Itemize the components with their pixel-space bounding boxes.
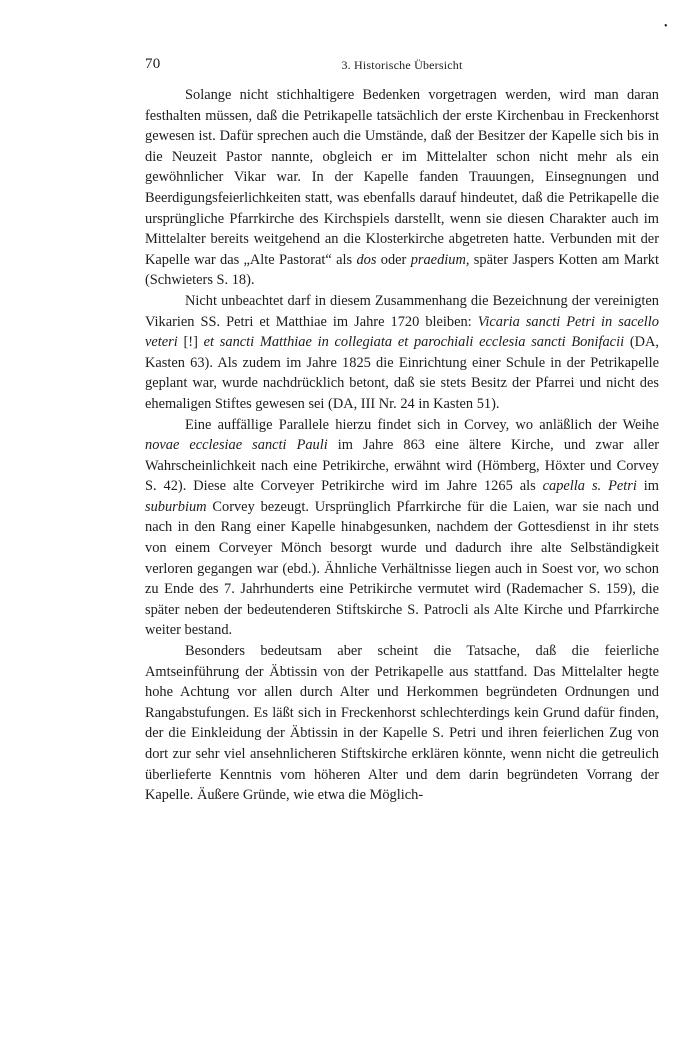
text-segment: [!] [177, 334, 204, 351]
corner-mark: • [664, 21, 668, 32]
paragraph [145, 641, 659, 806]
text-segment: oder [376, 251, 411, 268]
italic-text-segment: dos [356, 251, 377, 268]
text-segment: Solange nicht stichhaltigere Bedenken vorgetragen werden, wird man daran festhalten müssen, daß die Petrikapelle tatsächlich der erste Kirchenbau in Freckenhorst gewesen ist. Dafür sprechen auch die Umstände, daß der Besitzer der Kapelle sich bis in die Neuzeit Pastor nannte, obgleich er im Mittelalter schon nicht mehr als ein gewöhnlicher Vikar war. In der Kapelle fanden Trauungen, Einsegnungen und Beerdigungsfeierlichkeiten statt, was ebenfalls darauf hindeutet, daß die Petrikapelle die ursprüngliche Pfarrkirche des Kirchspiels darstellt, wenn sie diesen Charakter auch im Mittelalter bereits weitgehend an die Klosterkirche abgetreten hatte. Verbunden mit der Kapelle war das „Alte Pastorat“ als [145, 87, 659, 268]
paragraph [145, 415, 659, 642]
text-segment: später Jaspers Kotten am Markt (Schwieters S. 18). [145, 251, 659, 289]
paragraph [145, 291, 659, 415]
italic-text-segment: novae ecclesiae sancti Pauli [145, 437, 328, 454]
italic-text-segment: Vicaria sancti Petri in sacello veteri [145, 313, 659, 351]
text-segment: Corvey bezeugt. Ursprünglich Pfarrkirche für die Laien, war sie nach und nach in den Rang einer Kapelle hinabgesunken, nachdem der Gottesdienst in ihr stets von einem Corveyer Mönch besorgt wurde und dadurch ihre alte Selbständigkeit verloren gegangen war (ebd.). Ähnliche Verhältnisse liegen auch in Soest vor, wo schon zu Ende des 7. Jahrhunderts eine Petrikirche vermutet wird (Rademacher S. 159), die später neben der bedeutenderen Stiftskirche S. Patrocli als Alte Kirche und Pfarrkirche weiter bestand. [145, 498, 659, 639]
page-header [145, 56, 659, 78]
body-text [145, 85, 659, 806]
italic-text-segment: praedium, [410, 251, 470, 268]
italic-text-segment: et sancti Matthiae in collegiata et parochiali ecclesia sancti Bonifacii [203, 334, 625, 351]
text-segment: im Jahre 863 eine ältere Kirche, und zwar aller Wahrscheinlichkeit nach eine Petrikirche, erwähnt wird (Hömberg, Höxter und Corvey S. 42). Diese alte Corveyer Petrikirche wird im Jahre 1265 als [145, 437, 659, 495]
running-head: 3. Historische Übersicht [341, 58, 463, 72]
text-segment: im [636, 478, 659, 495]
text-segment: (DA, Kasten 63). Als zudem im Jahre 1825 die Einrichtung einer Schule in der Petrikapelle geplant war, wurde nachdrücklich betont, daß sie stets Besitz der Pfarrei und nicht des ehemaligen Stiftes gewesen sei (DA, III Nr. 24 in Kasten 51). [145, 334, 659, 412]
italic-text-segment: suburbium [145, 498, 207, 515]
book-page [145, 56, 659, 806]
page-number: 70 [145, 56, 161, 72]
text-segment: Nicht unbeachtet darf in diesem Zusammenhang die Bezeichnung der vereinigten Vikarien SS. Petri et Matthiae im Jahre 1720 bleiben: [145, 292, 659, 330]
italic-text-segment: capella s. Petri [542, 478, 637, 495]
text-segment: Eine auffällige Parallele hierzu findet sich in Corvey, wo anläßlich der Weihe [185, 416, 659, 433]
paragraph [145, 85, 659, 291]
text-segment: Besonders bedeutsam aber scheint die Tatsache, daß die feierliche Amtseinführung der Äbtissin von der Petrikapelle aus stattfand. Das Mittelalter hegte hohe Achtung vor allen durch Alter und Herkommen begründeten Ordnungen und Rangabstufungen. Es läßt sich in Freckenhorst schlechterdings kein Grund dafür finden, der die Einkleidung der Äbtissin in der Kapelle S. Petri und ihren feierlichen Zug von dort zur sehr viel ansehnlicheren Stiftskirche erklären könnte, wenn nicht die getreulich überlieferte Kenntnis vom höheren Alter und dem darin begründeten Vorrang der Kapelle. Äußere Gründe, wie etwa die Möglich- [145, 643, 659, 804]
